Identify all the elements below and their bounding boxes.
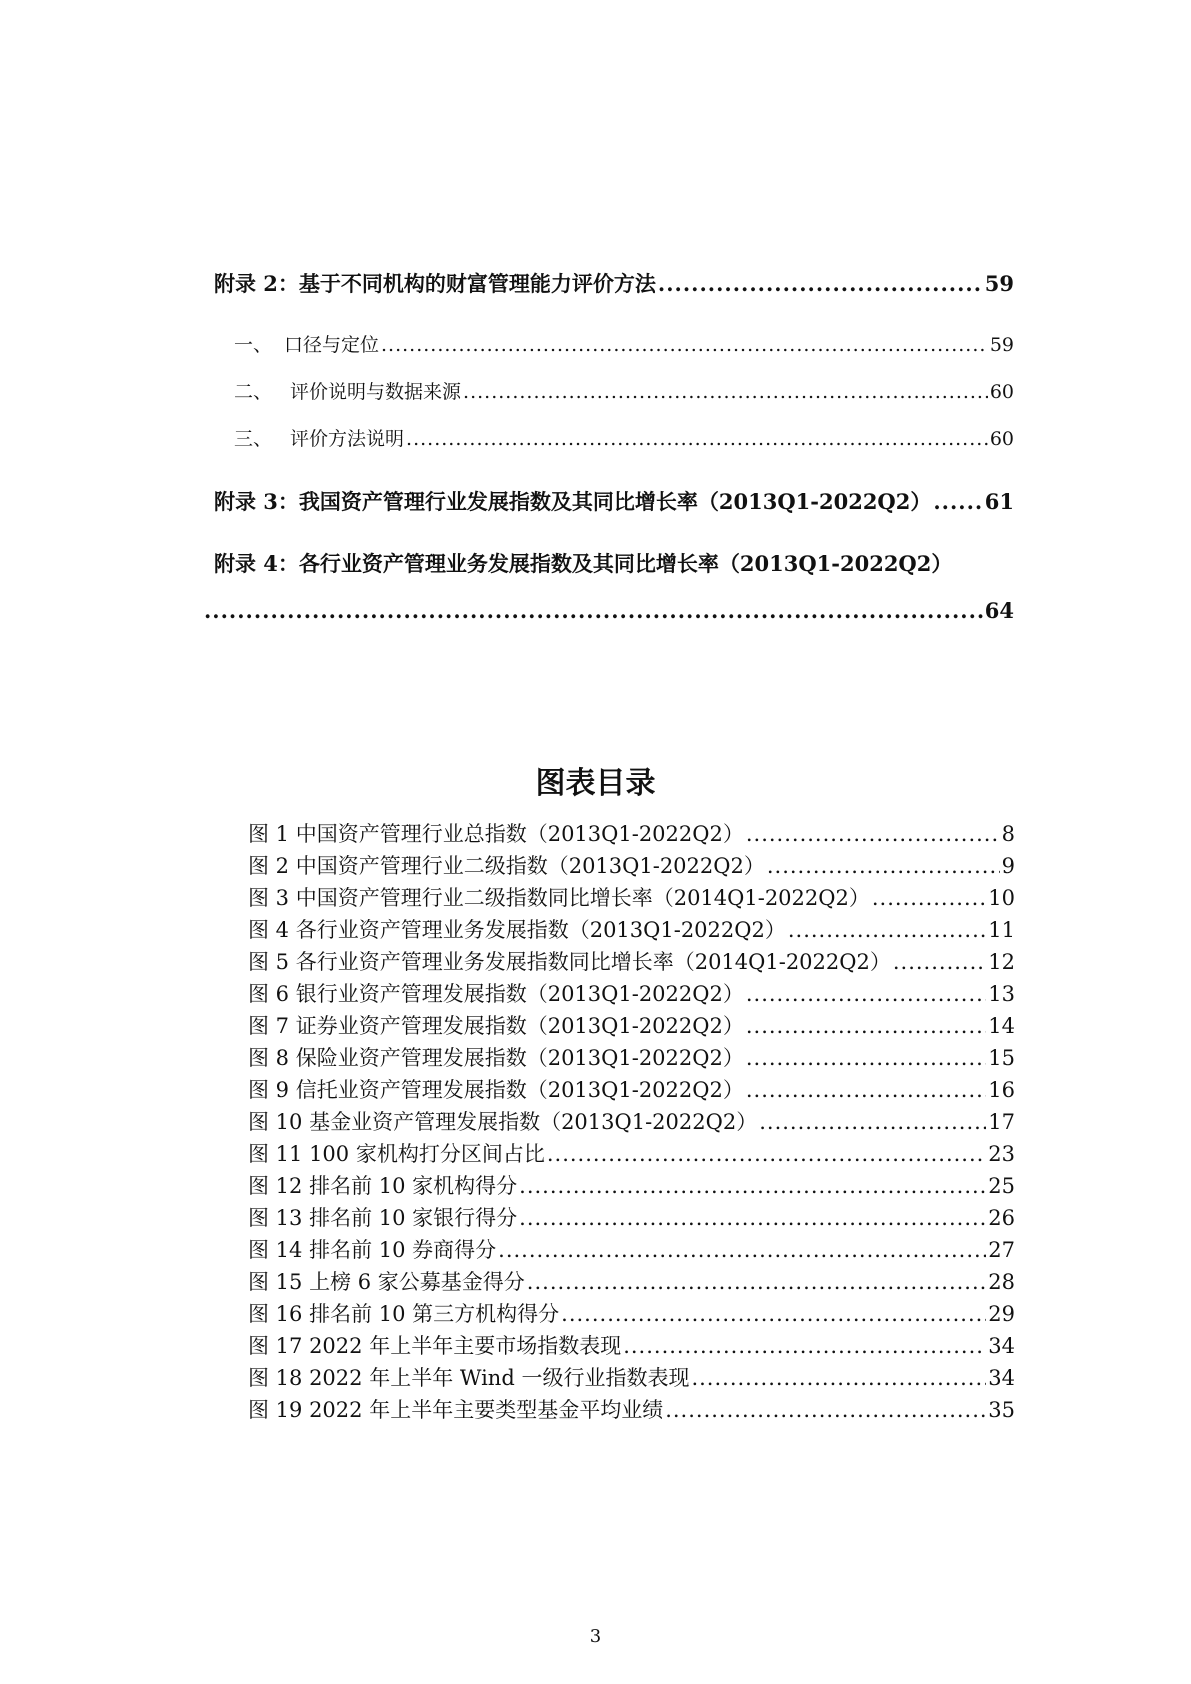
figure-entry-label: 图 11 100 家机构打分区间占比 [248, 1142, 545, 1166]
toc-entry-title [234, 330, 379, 357]
figure-entry-page: 34 [988, 1334, 1015, 1358]
figure-entry-label: 图 6 银行业资产管理发展指数（2013Q1-2022Q2） [248, 982, 744, 1006]
figure-entry[interactable] [248, 946, 1015, 976]
dot-leader [561, 1302, 986, 1326]
figure-entry-label: 图 5 各行业资产管理业务发展指数同比增长率（2014Q1-2022Q2） [248, 950, 891, 974]
dot-leader [746, 1046, 986, 1070]
figure-entry-label: 图 14 排名前 10 券商得分 [248, 1238, 497, 1262]
toc-entry-section-3[interactable] [234, 424, 1014, 451]
figure-entry[interactable] [248, 1170, 1015, 1200]
figure-entry-page: 14 [988, 1014, 1015, 1038]
figure-entry-label: 图 10 基金业资产管理发展指数（2013Q1-2022Q2） [248, 1110, 758, 1134]
figure-entry[interactable] [248, 1074, 1015, 1104]
figure-entry-page: 23 [988, 1142, 1015, 1166]
dot-leader [746, 1014, 986, 1038]
figure-entry-label: 图 18 2022 年上半年 Wind 一级行业指数表现 [248, 1366, 690, 1390]
figure-entry-label: 图 3 中国资产管理行业二级指数同比增长率（2014Q1-2022Q2） [248, 886, 870, 910]
figure-entry-page: 10 [988, 886, 1015, 910]
figure-entry-page: 16 [988, 1078, 1015, 1102]
dot-leader [658, 271, 983, 296]
dot-leader [893, 950, 986, 974]
figure-entry[interactable] [248, 1106, 1015, 1136]
figure-entry[interactable] [248, 1266, 1015, 1296]
toc-entry-title [234, 424, 404, 451]
toc-entry-text: 评价方法说明 [284, 428, 405, 450]
dot-leader [759, 1110, 986, 1134]
figure-entry[interactable] [248, 1362, 1015, 1392]
figure-entry-page: 29 [988, 1302, 1015, 1326]
figure-entry[interactable] [248, 882, 1015, 912]
dot-leader [519, 1174, 986, 1198]
figure-entry-label: 图 12 排名前 10 家机构得分 [248, 1174, 518, 1198]
dot-leader [746, 822, 1000, 846]
toc-entry-number: 二、 [234, 381, 273, 403]
figures-list-title: 图表目录 [535, 766, 656, 801]
figure-entry-page: 26 [988, 1206, 1015, 1230]
dot-leader [204, 598, 983, 623]
figure-entry-page: 9 [1001, 854, 1015, 878]
figure-entry[interactable] [248, 1138, 1015, 1168]
dot-leader [623, 1334, 986, 1358]
figure-entry-page: 35 [988, 1398, 1015, 1422]
dot-leader [381, 334, 988, 356]
dot-leader [527, 1270, 986, 1294]
figure-entry-label: 图 15 上榜 6 家公募基金得分 [248, 1270, 525, 1294]
figure-entry-label: 图 4 各行业资产管理业务发展指数（2013Q1-2022Q2） [248, 918, 786, 942]
dot-leader [788, 918, 986, 942]
dot-leader [498, 1238, 986, 1262]
figure-entry-page: 27 [988, 1238, 1015, 1262]
toc-entry-title: 附录 4：各行业资产管理业务发展指数及其同比增长率（2013Q1-2022Q2） [214, 551, 953, 576]
figure-entry-page: 13 [988, 982, 1015, 1006]
toc-entry-page: 61 [984, 489, 1014, 514]
toc-entry-page: 60 [989, 428, 1014, 450]
figure-entry[interactable] [248, 914, 1015, 944]
figure-entry[interactable] [248, 850, 1015, 880]
figure-entry[interactable] [248, 1010, 1015, 1040]
figure-entry-label: 图 7 证券业资产管理发展指数（2013Q1-2022Q2） [248, 1014, 744, 1038]
dot-leader [746, 1078, 986, 1102]
dot-leader [767, 854, 1000, 878]
toc-entry-text: 评价说明与数据来源 [284, 381, 462, 403]
figure-entry-page: 17 [988, 1110, 1015, 1134]
dot-leader [463, 381, 988, 403]
toc-entry-appendix-3[interactable] [214, 486, 1014, 516]
figure-entry[interactable] [248, 978, 1015, 1008]
toc-entry-title: 附录 3：我国资产管理行业发展指数及其同比增长率（2013Q1-2022Q2） [214, 489, 932, 514]
figure-entry-label: 图 16 排名前 10 第三方机构得分 [248, 1302, 560, 1326]
page-number: 3 [589, 1626, 602, 1647]
figure-entry-page: 25 [988, 1174, 1015, 1198]
figure-entry-page: 34 [988, 1366, 1015, 1390]
dot-leader [746, 982, 986, 1006]
figure-entry[interactable] [248, 1394, 1015, 1424]
figure-entry-label: 图 17 2022 年上半年主要市场指数表现 [248, 1334, 622, 1358]
dot-leader [665, 1398, 986, 1422]
figure-entry-page: 11 [988, 918, 1015, 942]
dot-leader [406, 428, 988, 450]
dot-leader [519, 1206, 986, 1230]
figure-entry-label: 图 19 2022 年上半年主要类型基金平均业绩 [248, 1398, 664, 1422]
figure-entry[interactable] [248, 1234, 1015, 1264]
toc-entry-page: 59 [984, 271, 1014, 296]
figure-entry-page: 28 [988, 1270, 1015, 1294]
figure-entry-label: 图 1 中国资产管理行业总指数（2013Q1-2022Q2） [248, 822, 744, 846]
toc-entry-page: 64 [984, 598, 1014, 623]
toc-entry-text: 口径与定位 [284, 334, 380, 356]
dot-leader [547, 1142, 986, 1166]
toc-entry-page: 59 [989, 334, 1014, 356]
toc-entry-number: 一、 [234, 334, 273, 356]
figure-entry-page: 8 [1001, 822, 1015, 846]
toc-entry-continuation [204, 598, 1014, 623]
toc-entry-number: 三、 [234, 428, 273, 450]
figure-entry-page: 15 [988, 1046, 1015, 1070]
figure-entry-label: 图 8 保险业资产管理发展指数（2013Q1-2022Q2） [248, 1046, 744, 1070]
toc-entry-section-1[interactable] [234, 330, 1014, 357]
figure-entry[interactable] [248, 1330, 1015, 1360]
dot-leader [691, 1366, 986, 1390]
toc-entry-title: 附录 2：基于不同机构的财富管理能力评价方法 [214, 271, 656, 296]
dot-leader [933, 489, 982, 514]
figure-entry[interactable] [248, 1202, 1015, 1232]
figure-entry[interactable] [248, 818, 1015, 848]
figure-entry-label: 图 2 中国资产管理行业二级指数（2013Q1-2022Q2） [248, 854, 765, 878]
figure-entry[interactable] [248, 1298, 1015, 1328]
figure-entry[interactable] [248, 1042, 1015, 1072]
toc-entry-title [234, 377, 461, 404]
toc-entry-section-2[interactable] [234, 377, 1014, 404]
dot-leader [872, 886, 986, 910]
figure-entry-label: 图 9 信托业资产管理发展指数（2013Q1-2022Q2） [248, 1078, 744, 1102]
figure-entry-page: 12 [988, 950, 1015, 974]
toc-entry-appendix-2[interactable] [214, 268, 1014, 298]
toc-entry-page: 60 [989, 381, 1014, 403]
figure-entry-label: 图 13 排名前 10 家银行得分 [248, 1206, 518, 1230]
